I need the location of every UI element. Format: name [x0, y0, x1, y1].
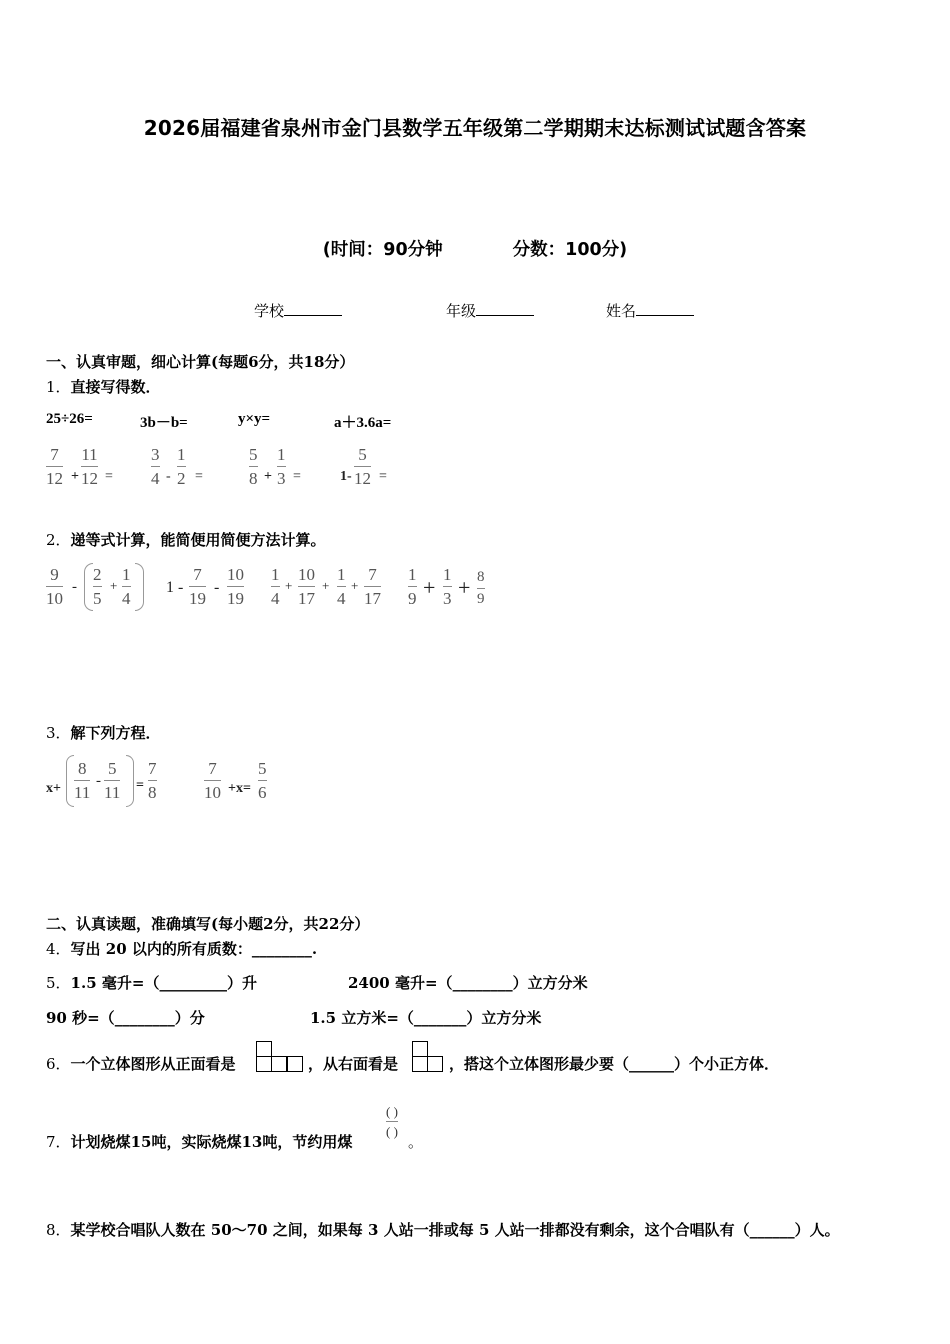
- calc-item: y×y=: [238, 411, 271, 427]
- fraction: 3 4: [151, 445, 160, 488]
- operator: +: [458, 575, 471, 600]
- fraction: 5 6: [258, 759, 267, 802]
- fraction: 7 10: [204, 759, 221, 802]
- lead-term: x+: [46, 781, 61, 796]
- question-5-part-b: 2400 毫升=（________）立方分米: [348, 974, 588, 992]
- mid-term: +x=: [228, 781, 251, 796]
- fraction: 7 19: [189, 565, 206, 608]
- question-6-end: ，搭这个立体图形最少要（______）个小正方体．: [449, 1055, 780, 1073]
- section-1-heading: 一、认真审题，细心计算(每题6分，共18分）: [46, 353, 355, 371]
- calc-item: 3b－b=: [140, 415, 188, 431]
- question-number: 4．: [46, 940, 71, 958]
- school-label: 学校: [254, 302, 285, 320]
- operator: +: [322, 578, 330, 593]
- question-8: 8．某学校合唱队人数在 50～70 之间，如果每 3 人站一排或每 5 人站一排都没有剩余，这个合唱队有（______）人。: [46, 1221, 840, 1239]
- lead-term: 1 -: [166, 579, 184, 596]
- question-number: 6．: [46, 1055, 71, 1073]
- fraction: 1 4: [337, 565, 346, 608]
- question-text: 直接写得数．: [70, 378, 161, 396]
- question-number: 2．: [46, 531, 71, 549]
- fraction: 2 5: [93, 565, 102, 608]
- name-label: 姓名: [606, 302, 637, 320]
- fraction: 1 9: [408, 565, 417, 608]
- question-7-end: 。: [408, 1133, 424, 1151]
- question-2: [46, 529, 326, 550]
- lead-term: 1-: [340, 469, 352, 484]
- right-paren: [135, 563, 144, 611]
- calc-item: 25÷26=: [46, 411, 93, 427]
- answer-blank[interactable]: ________: [452, 974, 513, 992]
- question-6-mid: ，从右面看是: [308, 1055, 399, 1073]
- question-6: 6．一个立体图形从正面看是: [46, 1055, 236, 1073]
- operator: +: [110, 578, 118, 593]
- right-paren: [126, 755, 134, 807]
- operator: +: [71, 469, 79, 484]
- equals: =: [293, 469, 301, 484]
- fraction: 1 4: [122, 565, 131, 608]
- operator: +: [351, 578, 359, 593]
- fraction: 7 8: [148, 759, 157, 802]
- question-number: 7．: [46, 1133, 71, 1151]
- question-text: 解下列方程．: [70, 724, 161, 742]
- fraction: 1 4: [271, 565, 280, 608]
- answer-blank[interactable]: ________: [114, 1009, 175, 1027]
- question-number: 8．: [46, 1221, 71, 1239]
- fraction: 7 12: [46, 445, 63, 488]
- question-5-part-c: 90 秒=（________）分: [46, 1009, 205, 1027]
- question-text: 递等式计算，能简便用简便方法计算。: [70, 531, 326, 549]
- exam-time: (时间：90分钟: [322, 240, 443, 260]
- question-number: 3．: [46, 724, 71, 742]
- fraction: 5 11: [104, 759, 121, 802]
- question-4: 4．写出 20 以内的所有质数：________.: [46, 940, 318, 958]
- fraction: 10 19: [227, 565, 244, 608]
- school-field: [254, 300, 342, 321]
- grade-label: 年级: [446, 302, 477, 320]
- answer-blank[interactable]: ______: [749, 1221, 795, 1239]
- exam-meta: [0, 236, 950, 261]
- question-5: 5．1.5 毫升=（_________）升: [46, 974, 257, 992]
- answer-fraction[interactable]: ( ) ( ): [386, 1104, 398, 1139]
- school-blank[interactable]: [284, 315, 342, 316]
- operator: +: [264, 469, 272, 484]
- answer-blank[interactable]: _______: [413, 1009, 467, 1027]
- fraction: 8 11: [74, 759, 91, 802]
- name-blank[interactable]: [636, 315, 694, 316]
- answer-blank[interactable]: _________: [159, 974, 227, 992]
- operator: -: [96, 773, 101, 789]
- name-field: [606, 300, 694, 321]
- operator: +: [285, 578, 293, 593]
- exam-score: 分数：100分): [512, 240, 628, 260]
- page-title: 2026届福建省泉州市金门县数学五年级第二学期期末达标测试试题含答案: [143, 116, 807, 140]
- operator: -: [214, 579, 220, 596]
- equals: =: [379, 469, 387, 484]
- left-paren: [84, 563, 93, 611]
- grade-blank[interactable]: [476, 315, 534, 316]
- question-number: 5．: [46, 974, 71, 992]
- question-3: [46, 722, 161, 743]
- question-7: 7．计划烧煤15吨，实际烧煤13吨，节约用煤: [46, 1133, 353, 1151]
- fraction: 9 10: [46, 565, 63, 608]
- fraction: 5 12: [354, 445, 371, 488]
- answer-blank[interactable]: ______: [629, 1055, 675, 1073]
- fraction: 1 3: [443, 565, 452, 608]
- fraction: 10 17: [298, 565, 315, 608]
- equals: =: [105, 469, 113, 484]
- left-paren: [66, 755, 74, 807]
- section-2-heading: 二、认真读题，准确填写(每小题2分，共22分）: [46, 915, 370, 933]
- fraction: 8 9: [477, 569, 485, 607]
- equals: =: [195, 469, 203, 484]
- question-number: 1．: [46, 378, 71, 396]
- equals: =: [136, 778, 144, 793]
- question-1: [46, 376, 161, 397]
- fraction: 11 12: [81, 445, 98, 488]
- operator: -: [72, 579, 77, 595]
- question-5-part-d: 1.5 立方米=（_______）立方分米: [310, 1009, 542, 1027]
- grade-field: [446, 300, 534, 321]
- calc-item: a＋3.6a=: [334, 415, 392, 431]
- answer-blank[interactable]: ________: [251, 940, 312, 958]
- fraction: 5 8: [249, 445, 258, 488]
- fraction: 1 3: [277, 445, 286, 488]
- operator: -: [166, 469, 171, 484]
- fraction: 1 2: [177, 445, 186, 488]
- operator: +: [423, 575, 436, 600]
- fraction: 7 17: [364, 565, 381, 608]
